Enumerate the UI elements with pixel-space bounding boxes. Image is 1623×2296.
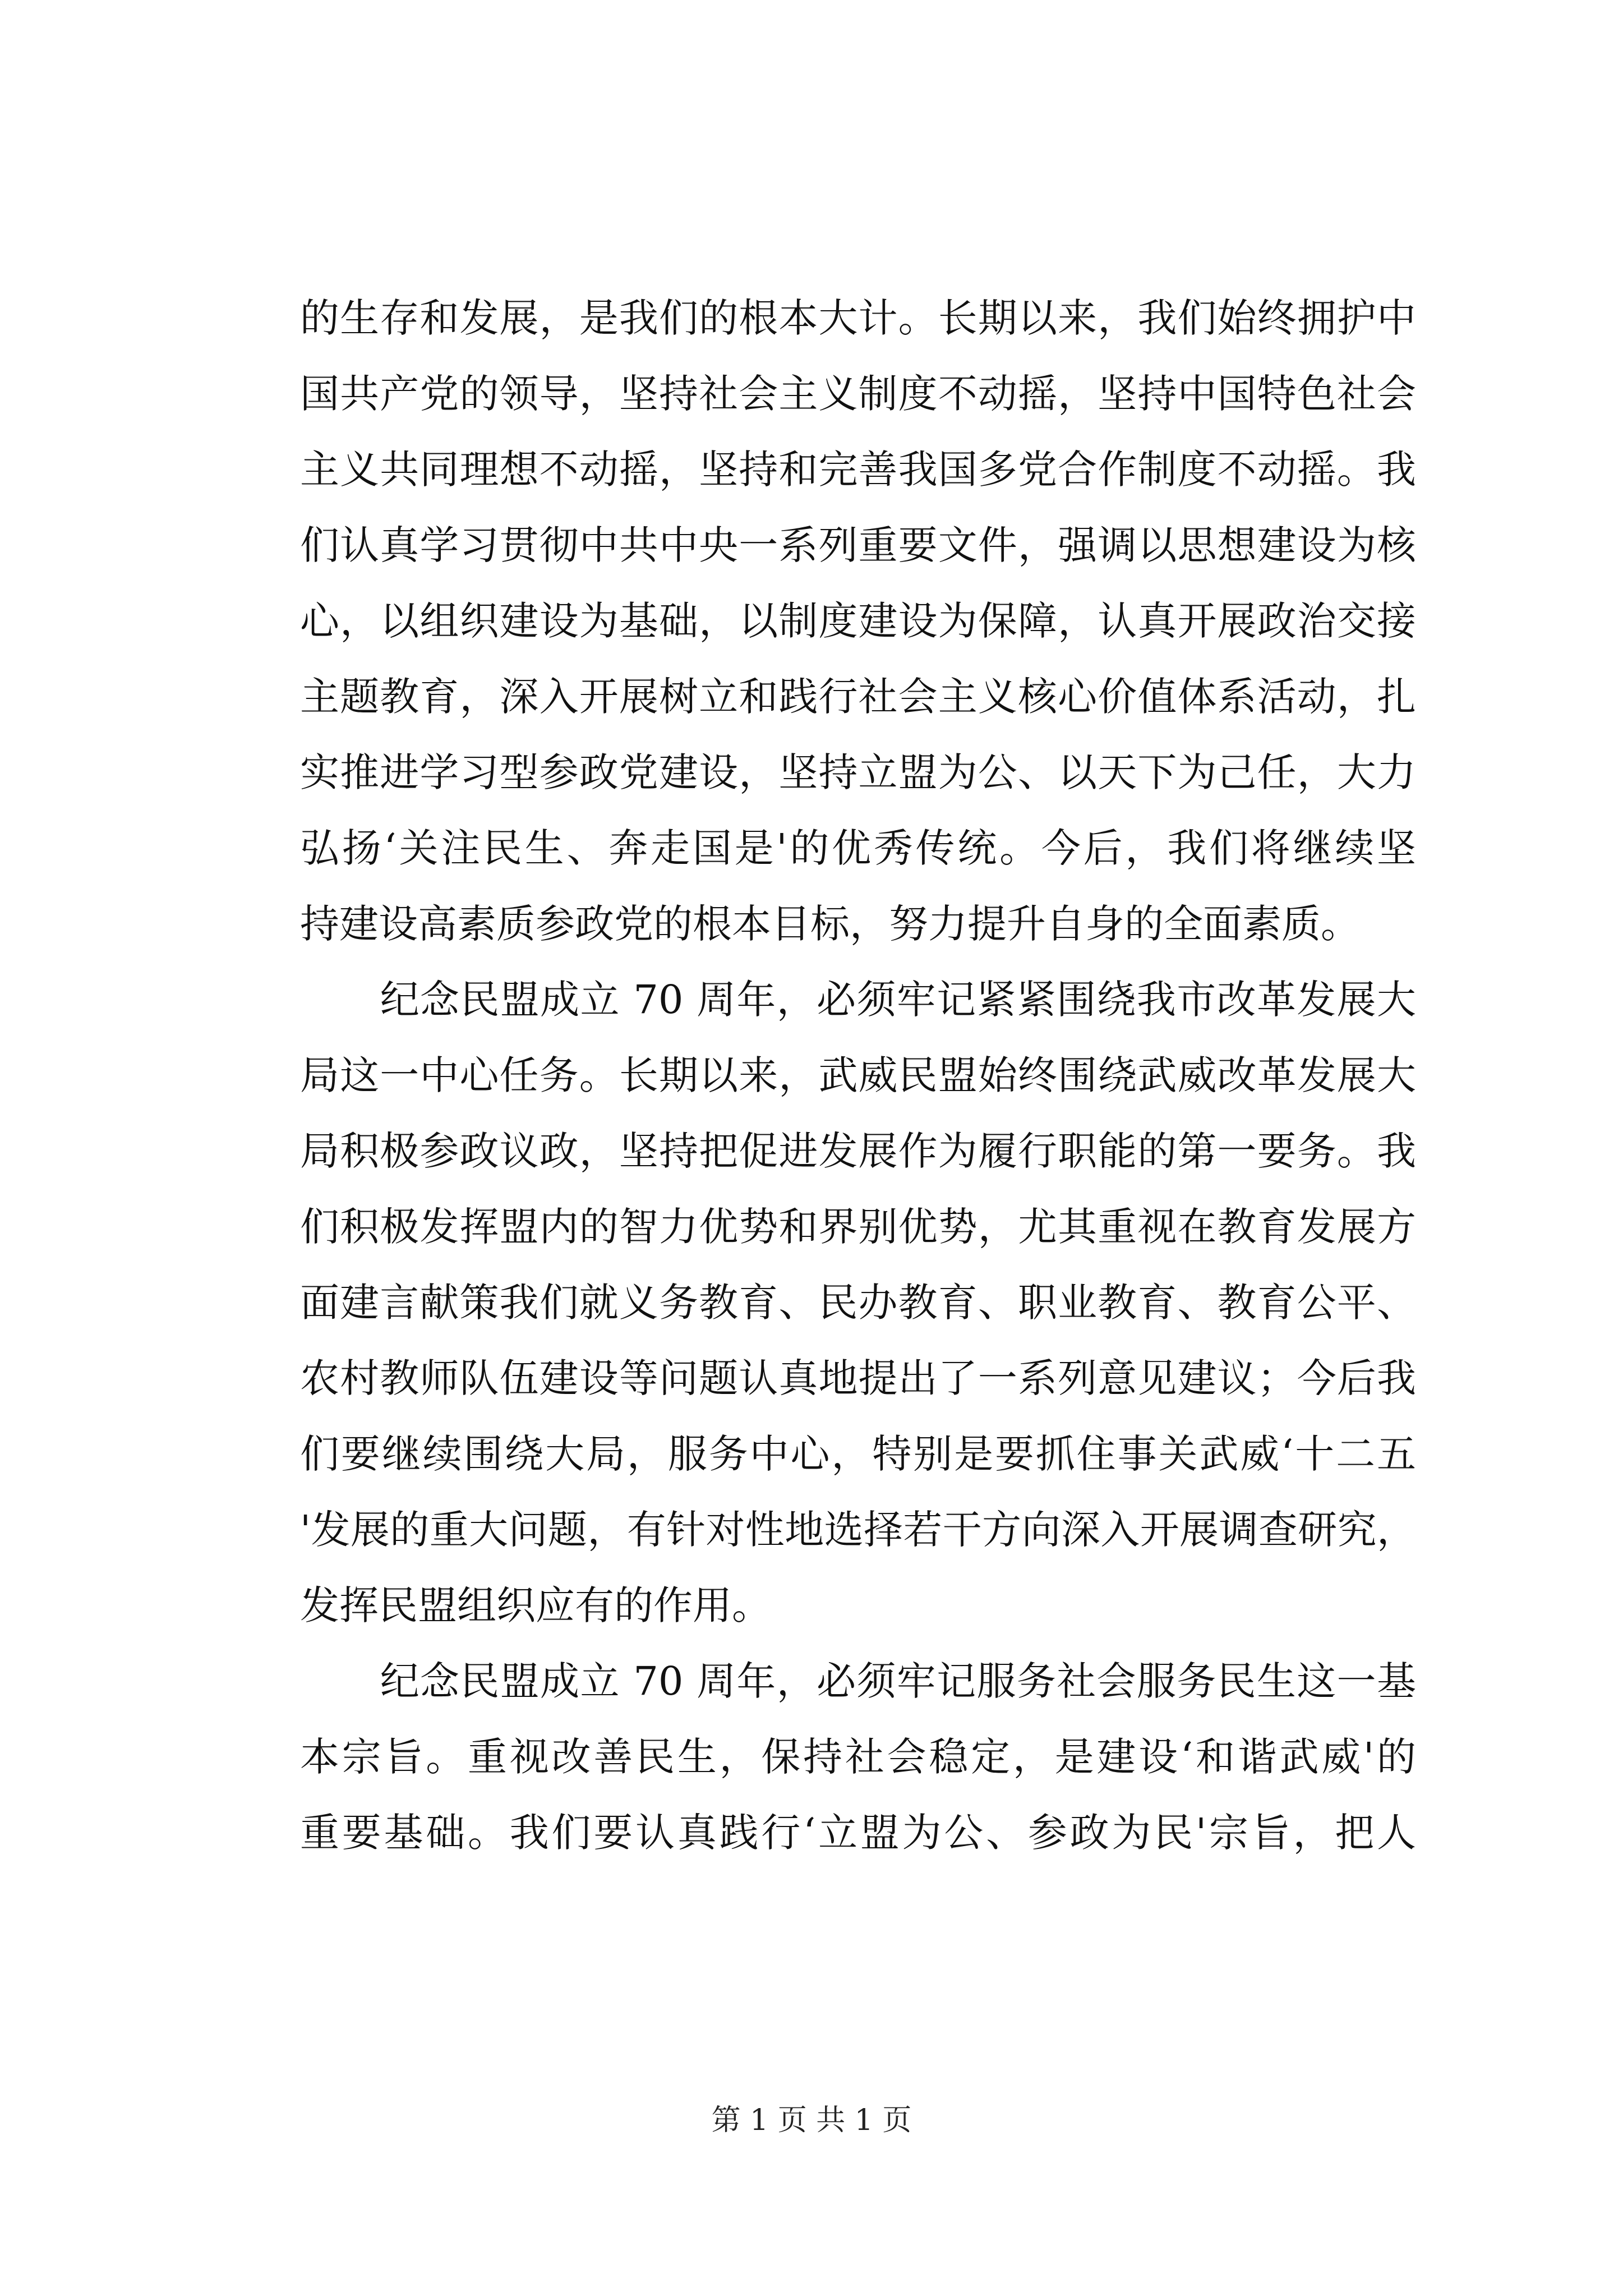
text-line: 重要基础。我们要认真践行‘立盟为公、参政为民'宗旨，把人	[300, 1810, 1416, 1856]
document-body	[300, 280, 1416, 1871]
text-line: 们认真学习贯彻中共中央一系列重要文件，强调以思想建设为核	[300, 522, 1416, 568]
text-line: 农村教师队伍建设等问题认真地提出了一系列意见建议；今后我	[300, 1355, 1416, 1401]
text-line: 心，以组织建设为基础，以制度建设为保障，认真开展政治交接	[300, 598, 1416, 644]
text-line: 们积极发挥盟内的智力优势和界别优势，尤其重视在教育发展方	[300, 1204, 1416, 1250]
text-line: 持建设高素质参政党的根本目标，努力提升自身的全面素质。	[300, 901, 1360, 947]
text-line: 发挥民盟组织应有的作用。	[300, 1582, 771, 1628]
paragraph-3	[300, 1644, 1416, 1871]
text-line: 们要继续围绕大局，服务中心，特别是要抓住事关武威‘十二五	[300, 1431, 1416, 1477]
text-line: 主义共同理想不动摇，坚持和完善我国多党合作制度不动摇。我	[300, 447, 1416, 493]
text-line: 本宗旨。重视改善民生，保持社会稳定，是建设‘和谐武威'的	[300, 1734, 1416, 1780]
text-line: 的生存和发展，是我们的根本大计。长期以来，我们始终拥护中	[300, 295, 1416, 341]
text-line: 实推进学习型参政党建设，坚持立盟为公、以天下为己任，大力	[300, 749, 1416, 795]
paragraph-2	[300, 962, 1416, 1644]
text-line: 主题教育，深入开展树立和践行社会主义核心价值体系活动，扎	[300, 674, 1416, 720]
text-line: 弘扬‘关注民生、奔走国是'的优秀传统。今后，我们将继续坚	[300, 825, 1416, 871]
text-line: '发展的重大问题，有针对性地选择若干方向深入开展调查研究，	[300, 1507, 1416, 1553]
text-line: 纪念民盟成立 70 周年，必须牢记紧紧围绕我市改革发展大	[300, 977, 1416, 1023]
page-footer	[0, 2101, 1623, 2140]
text-line: 局积极参政议政，坚持把促进发展作为履行职能的第一要务。我	[300, 1128, 1416, 1174]
page-number-label: 第 1 页 共 1 页	[711, 2104, 912, 2137]
text-line: 国共产党的领导，坚持社会主义制度不动摇，坚持中国特色社会	[300, 371, 1416, 417]
text-line: 纪念民盟成立 70 周年，必须牢记服务社会服务民生这一基	[300, 1658, 1416, 1704]
text-line: 面建言献策我们就义务教育、民办教育、职业教育、教育公平、	[300, 1280, 1416, 1326]
text-line: 局这一中心任务。长期以来，武威民盟始终围绕武威改革发展大	[300, 1052, 1416, 1098]
paragraph-1	[300, 280, 1416, 962]
